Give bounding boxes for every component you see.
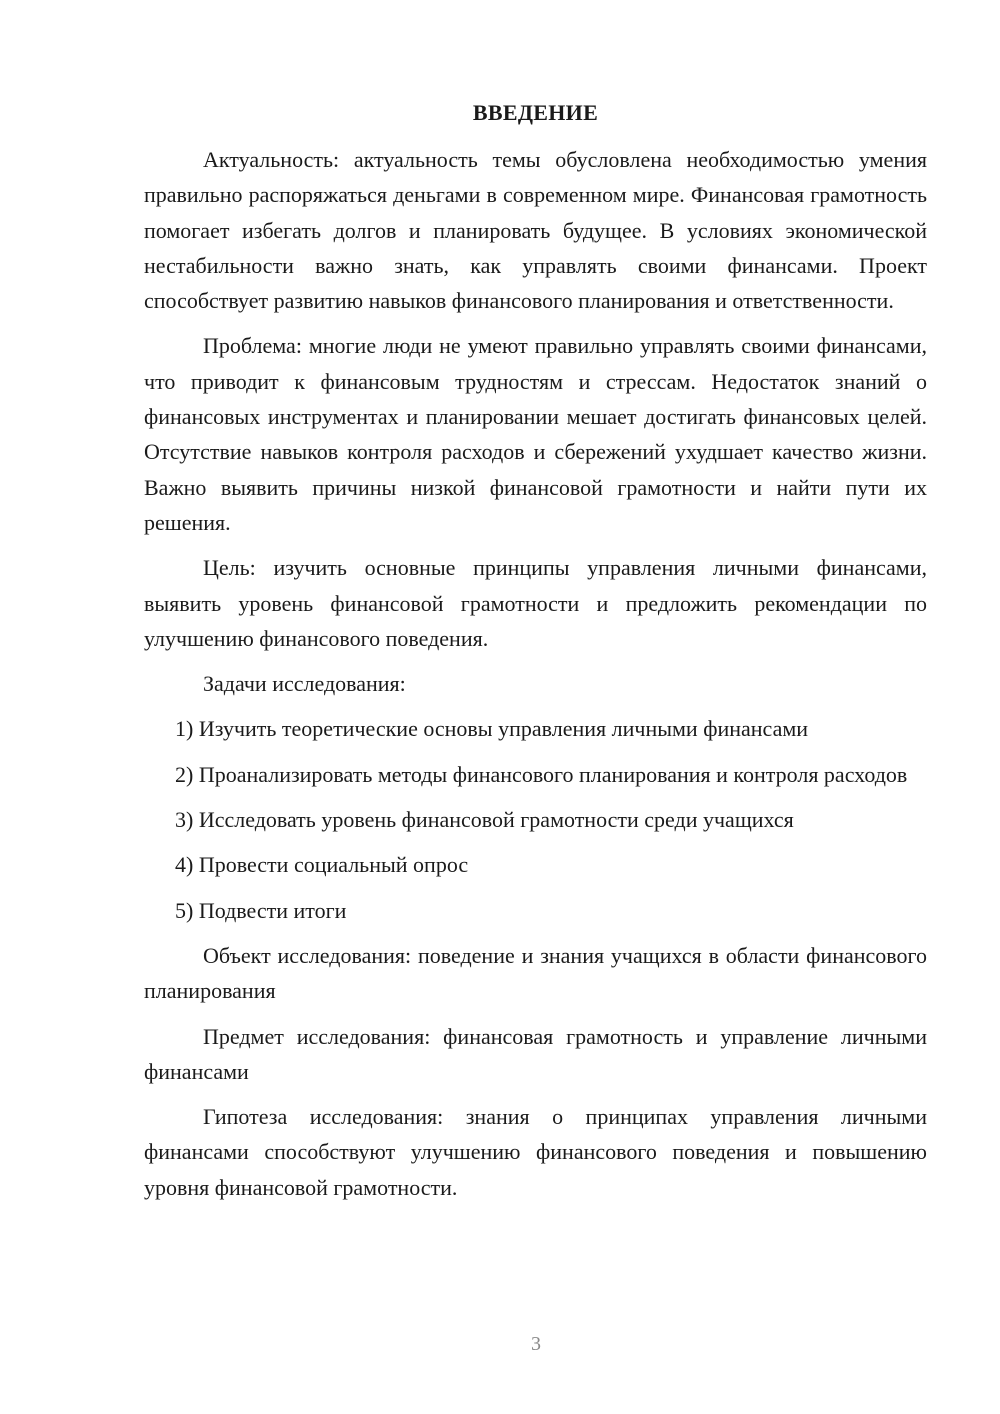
page-title: ВВЕДЕНИЕ [472, 100, 599, 125]
paragraph-hypothesis: Гипотеза исследования: знания о принципах управления личными финансами способствуют улучшению финансового поведения и повышению уровня финансовой грамотности. [144, 1104, 927, 1200]
page-number: 3 [531, 1333, 541, 1355]
paragraph-goal: Цель: изучить основные принципы управления личными финансами, выявить уровень финансовой грамотности и предложить рекомендации по улучшению финансового поведения. [144, 555, 927, 651]
task-item-1: 1) Изучить теоретические основы управления личными финансами [175, 716, 809, 742]
task-item-2: 2) Проанализировать методы финансового планирования и контроля расходов [175, 761, 908, 787]
paragraph-problem: Проблема: многие люди не умеют правильно управлять своими финансами, что приводит к финансовым трудностям и стрессам. Недостаток знаний о финансовых инструментах и планировании мешает достигать финансовых целей. Отсутствие навыков контроля расходов и сбережений ухудшает качество жизни. Важно выявить причины низкой финансовой грамотности и найти пути их решения. [144, 333, 927, 535]
task-item-5: 5) Подвести итоги [175, 897, 347, 923]
paragraph-object: Объект исследования: поведение и знания учащихся в области финансового планирования [144, 942, 927, 1004]
task-item-3: 3) Исследовать уровень финансовой грамотности среди учащихся [175, 807, 794, 833]
tasks-heading: Задачи исследования: [203, 671, 406, 697]
task-item-4: 4) Провести социальный опрос [175, 852, 469, 878]
paragraph-subject: Предмет исследования: финансовая грамотность и управление личными финансами [144, 1023, 927, 1084]
paragraph-relevance: Актуальность: актуальность темы обусловлена необходимостью умения правильно распоряжаться деньгами в современном мире. Финансовая грамотность помогает избегать долгов и планировать будущее. В условиях экономической нестабильности важно знать, как управлять своими финансами. Проект способствует развитию навыков финансового планирования и ответственности. [144, 147, 927, 314]
document-page [144, 95, 927, 1215]
